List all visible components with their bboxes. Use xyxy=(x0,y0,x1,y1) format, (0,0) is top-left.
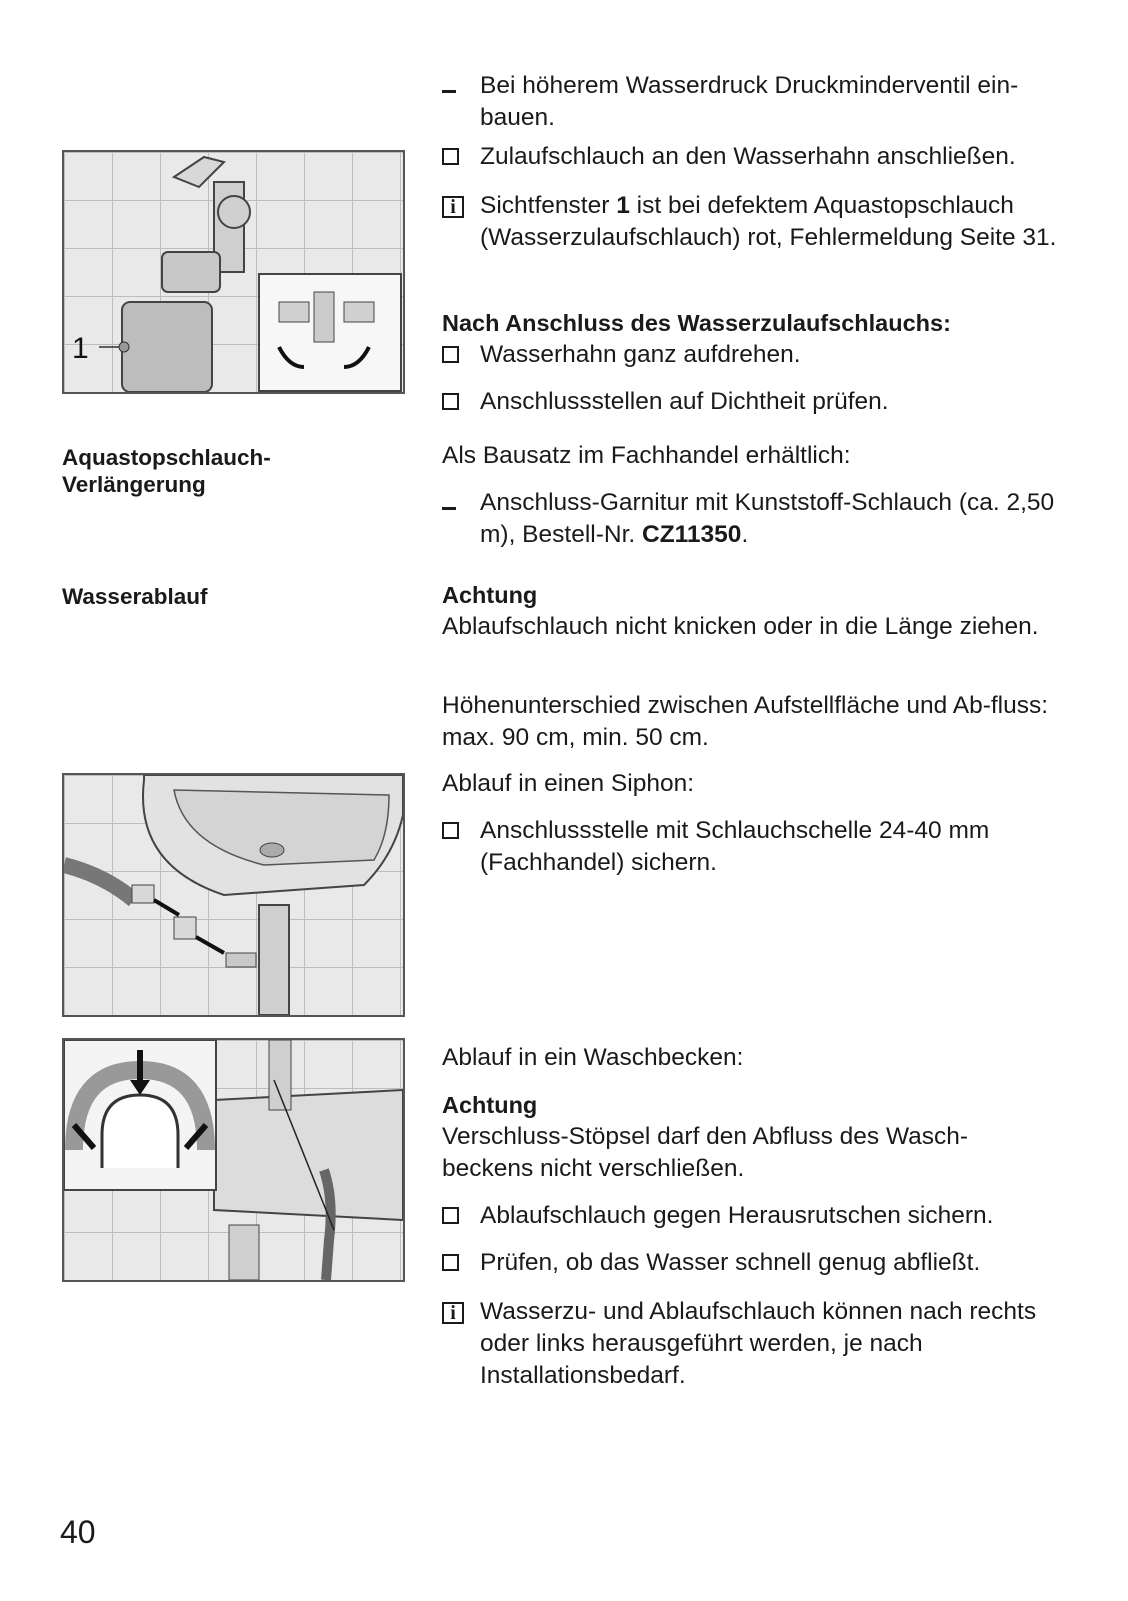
page-number: 40 xyxy=(60,1514,96,1550)
figure-siphon xyxy=(62,773,405,1017)
sidehead-aquastop: Aquastopschlauch-Verlängerung xyxy=(62,445,271,497)
caution-heading-1: Achtung xyxy=(442,582,538,608)
checkbox-icon xyxy=(442,822,459,839)
checkbox-icon xyxy=(442,346,459,363)
caution-text-2: Verschluss-Stöpsel darf den Abfluss des Wasch-beckens nicht verschließen. xyxy=(442,1123,969,1182)
caution-heading-2: Achtung xyxy=(442,1092,538,1118)
step-text: Anschlussstellen auf Dichtheit prüfen. xyxy=(480,388,889,415)
checkbox-icon xyxy=(442,393,459,410)
step-text: Prüfen, ob das Wasser schnell genug abfließt. xyxy=(480,1249,981,1276)
step-text: Anschlussstelle mit Schlauchschelle 24-40 mm (Fachhandel) sichern. xyxy=(480,817,990,876)
figure-label-1: 1 xyxy=(72,332,89,365)
step-text: Ablaufschlauch gegen Herausrutschen sichern. xyxy=(480,1202,994,1229)
paragraph-height-difference: Höhenunterschied zwischen Aufstellfläche und Ab-fluss: max. 90 cm, min. 50 cm. xyxy=(442,692,1049,751)
info-text: Sichtfenster 1 ist bei defektem Aquastopschlauch (Wasserzulaufschlauch) rot, Fehlermeldung Seite 31. xyxy=(480,192,1057,251)
paragraph-washbasin: Ablauf in ein Waschbecken: xyxy=(442,1044,744,1071)
bullet-text: Anschluss-Garnitur mit Kunststoff-Schlauch (ca. 2,50 m), Bestell-Nr. CZ11350. xyxy=(480,489,1055,548)
step-text: Zulaufschlauch an den Wasserhahn anschließen. xyxy=(480,143,1016,170)
checkbox-icon xyxy=(442,1254,459,1271)
info-icon: i xyxy=(442,1302,464,1324)
subheading-after-connection: Nach Anschluss des Wasserzulaufschlauchs: xyxy=(442,310,951,336)
dash-icon xyxy=(442,507,456,510)
dash-icon xyxy=(442,90,456,93)
figure-washbasin xyxy=(62,1038,405,1282)
checkbox-icon xyxy=(442,148,459,165)
sidehead-drain: Wasserablauf xyxy=(62,584,208,609)
checkbox-icon xyxy=(442,1207,459,1224)
paragraph-siphon: Ablauf in einen Siphon: xyxy=(442,770,694,797)
paragraph-kit: Als Bausatz im Fachhandel erhältlich: xyxy=(442,442,851,469)
info-text: Wasserzu- und Ablaufschlauch können nach rechts oder links herausgeführt werden, je nach Installationsbedarf. xyxy=(480,1298,1037,1389)
bullet-text: Bei höherem Wasserdruck Druckminderventil ein-bauen. xyxy=(480,72,1019,131)
info-icon: i xyxy=(442,196,464,218)
step-text: Wasserhahn ganz aufdrehen. xyxy=(480,341,801,368)
figure-tap-aquastop xyxy=(62,150,405,394)
caution-text-1: Ablaufschlauch nicht knicken oder in die Länge ziehen. xyxy=(442,613,1039,640)
